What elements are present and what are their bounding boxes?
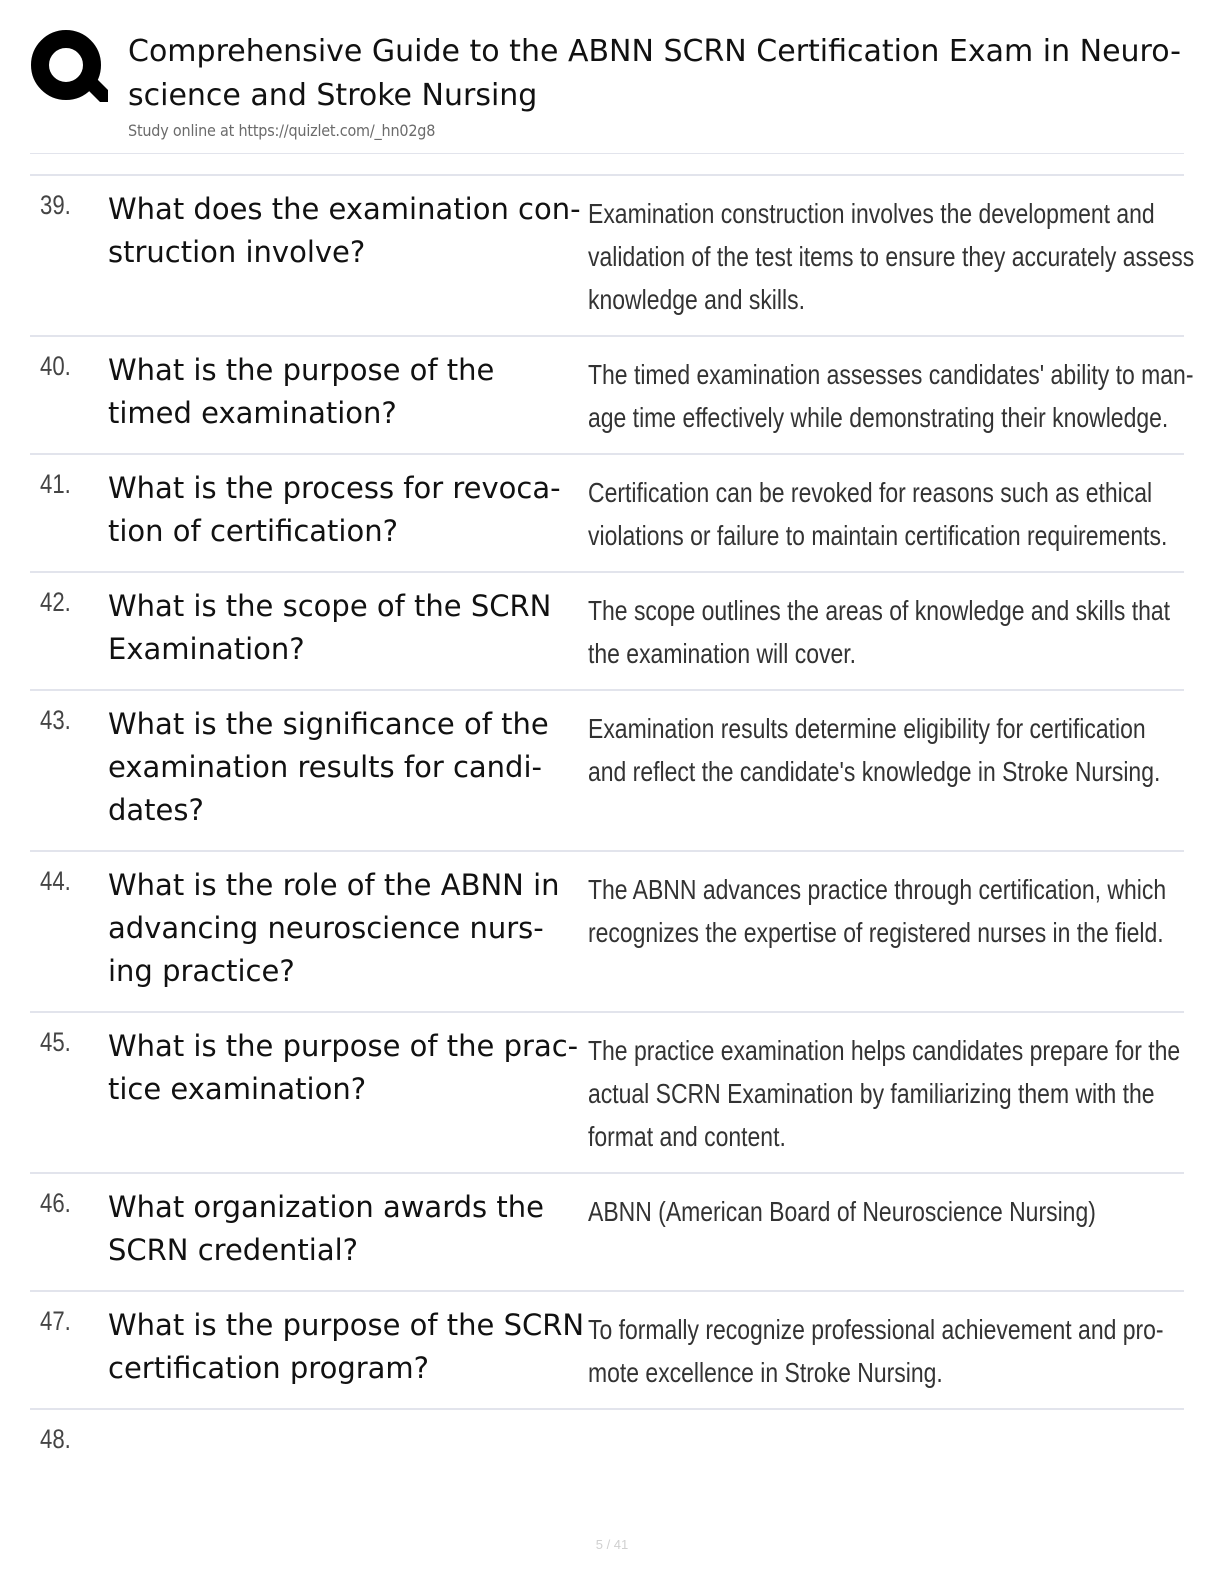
definition-line: actual SCRN Examination by familiarizing them with the [588, 1078, 1155, 1109]
title-line: science and Stroke Nursing [128, 78, 538, 113]
definition-line: To formally recognize professional achievement and pro- [588, 1314, 1164, 1345]
card-term [108, 585, 588, 671]
card-definition [588, 707, 1162, 793]
card-term [108, 188, 588, 274]
term-line: SCRN credential? [108, 1233, 359, 1267]
card-number: 44. [40, 866, 71, 896]
flashcard-row [30, 1013, 1184, 1173]
card-number: 42. [40, 587, 71, 617]
flashcard-row [30, 455, 1184, 572]
term-line: What is the role of the ABNN in [108, 868, 560, 902]
term-line: What is the process for revoca- [108, 471, 561, 505]
flashcard-row [30, 1410, 1184, 1490]
term-line: advancing neuroscience nurs- [108, 911, 544, 945]
page-number: 5 / 41 [595, 1537, 629, 1552]
definition-line: Examination results determine eligibility for certification [588, 713, 1146, 744]
definition-line: the examination will cover. [588, 638, 856, 669]
card-definition [588, 471, 1168, 557]
card-term [108, 349, 588, 435]
flashcard-row [30, 691, 1184, 851]
term-line: What is the scope of the SCRN [108, 589, 552, 623]
flashcard-row [30, 176, 1195, 336]
card-term [108, 1186, 588, 1272]
definition-line: and reflect the candidate's knowledge in Stroke Nursing. [588, 756, 1161, 787]
definition-line: mote excellence in Stroke Nursing. [588, 1357, 943, 1388]
definition-line: format and content. [588, 1121, 786, 1152]
term-line: tice examination? [108, 1072, 367, 1106]
term-line: What is the purpose of the SCRN [108, 1308, 585, 1342]
term-line: What is the purpose of the prac- [108, 1029, 579, 1063]
card-number: 39. [40, 190, 71, 220]
term-line: timed examination? [108, 396, 397, 430]
term-line: Examination? [108, 632, 305, 666]
card-number: 47. [40, 1306, 71, 1336]
term-line: What is the significance of the [108, 707, 549, 741]
definition-line: The scope outlines the areas of knowledge and skills that [588, 595, 1171, 626]
flashcard-row [30, 1292, 1184, 1409]
flashcard-row [30, 337, 1194, 454]
flashcard-row [30, 573, 1184, 690]
definition-line: The timed examination assesses candidates' ability to man- [588, 359, 1194, 390]
study-online-link[interactable]: Study online at https://quizlet.com/_hn02g8 [128, 121, 436, 140]
card-definition [588, 1190, 1162, 1233]
title-line: Comprehensive Guide to the ABNN SCRN Certification Exam in Neuro- [128, 34, 1181, 69]
term-line: What does the examination con- [108, 192, 581, 226]
card-number: 45. [40, 1027, 71, 1057]
definition-line: The ABNN advances practice through certification, which [588, 874, 1167, 905]
flashcard-row [30, 852, 1184, 1012]
flashcard-row [30, 1174, 1184, 1291]
definition-line: age time effectively while demonstrating their knowledge. [588, 402, 1169, 433]
card-definition [588, 868, 1167, 954]
card-term [108, 1304, 588, 1390]
divider [30, 153, 1184, 154]
definition-line: validation of the test items to ensure they accurately assess [588, 241, 1195, 272]
page-title [128, 30, 1188, 118]
card-definition [588, 1308, 1162, 1394]
definition-line: Certification can be revoked for reasons such as ethical [588, 477, 1153, 508]
card-term [108, 864, 588, 993]
term-line: certification program? [108, 1351, 430, 1385]
term-line: tion of certification? [108, 514, 398, 548]
definition-line: recognizes the expertise of registered nurses in the field. [588, 917, 1164, 948]
term-line: What organization awards the [108, 1190, 544, 1224]
term-line: examination results for candi- [108, 750, 542, 784]
card-number: 46. [40, 1188, 71, 1218]
definition-line: knowledge and skills. [588, 284, 805, 315]
term-line: What is the purpose of the [108, 353, 495, 387]
term-line: dates? [108, 793, 204, 827]
definition-line: The practice examination helps candidates prepare for the [588, 1035, 1181, 1066]
card-number: 40. [40, 351, 71, 381]
card-number: 43. [40, 705, 71, 735]
term-line: ing practice? [108, 954, 295, 988]
card-term [108, 1025, 588, 1111]
card-term [108, 467, 588, 553]
card-definition [588, 1029, 1181, 1158]
definition-line: Examination construction involves the development and [588, 198, 1155, 229]
term-line: struction involve? [108, 235, 366, 269]
definition-line: violations or failure to maintain certification requirements. [588, 520, 1168, 551]
card-term [108, 703, 588, 832]
quizlet-q-logo-icon [30, 28, 108, 106]
card-definition [588, 589, 1171, 675]
card-number: 41. [40, 469, 71, 499]
card-number: 48. [40, 1424, 71, 1454]
card-definition [588, 353, 1194, 439]
definition-line: ABNN (American Board of Neuroscience Nursing) [588, 1196, 1096, 1227]
card-definition [588, 192, 1195, 321]
